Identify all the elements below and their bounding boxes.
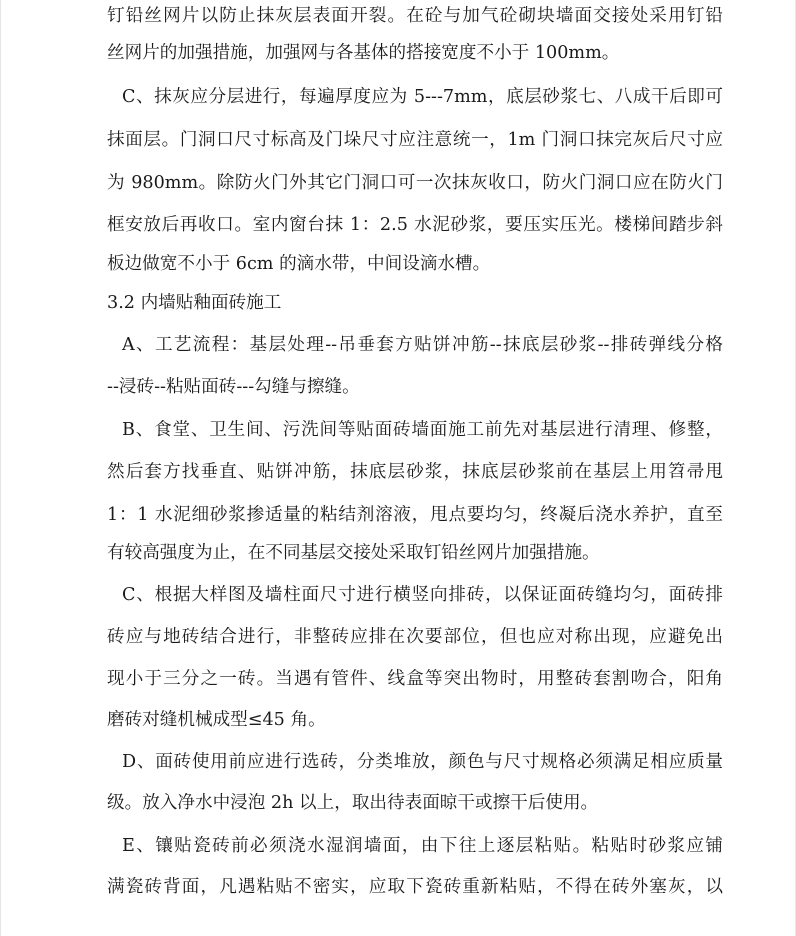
text-line: 有较高强度为止，在不同基层交接处采取钉铅丝网片加强措施。 (107, 543, 600, 563)
text-line: 然后套方找垂直、贴饼冲筋，抹底层砂浆，抹底层砂浆前在基层上用笤帚甩 (107, 462, 723, 482)
text-line: 为 980mm。除防火门外其它门洞口可一次抹灰收口，防火门洞口应在防火门 (107, 173, 723, 193)
text-line: C、根据大样图及墙柱面尺寸进行横竖向排砖，以保证面砖缝均匀，面砖排 (122, 585, 723, 605)
text-line: 钉铅丝网片以防止抹灰层表面开裂。在砼与加气砼砌块墙面交接处采用钉铅 (107, 6, 723, 26)
text-line: 板边做宽不小于 6cm 的滴水带，中间设滴水槽。 (107, 254, 491, 274)
text-line: 砖应与地砖结合进行，非整砖应排在次要部位，但也应对称出现，应避免出 (107, 627, 723, 647)
section-heading: 3.2 内墙贴釉面砖施工 (107, 293, 282, 313)
text-line: D、面砖使用前应进行选砖，分类堆放，颜色与尺寸规格必须满足相应质量 (122, 752, 723, 772)
text-line: 级。放入净水中浸泡 2h 以上，取出待表面晾干或擦干后使用。 (107, 793, 599, 813)
page-left-edge (0, 0, 1, 936)
text-line: 抹面层。门洞口尺寸标高及门垛尺寸应注意统一，1m 门洞口抹完灰后尺寸应 (107, 130, 723, 150)
text-line: 现小于三分之一砖。当遇有管件、线盒等突出物时，用整砖套割吻合，阳角 (107, 669, 723, 689)
text-line: C、抹灰应分层进行，每遍厚度应为 5---7mm，底层砂浆七、八成干后即可 (122, 87, 723, 107)
text-line: 1：1 水泥细砂浆掺适量的粘结剂溶液，甩点要均匀，终凝后浇水养护，直至 (107, 505, 723, 525)
text-line: --浸砖--粘贴面砖---勾缝与擦缝。 (107, 377, 360, 397)
text-line: 框安放后再收口。室内窗台抹 1：2.5 水泥砂浆，要压实压光。楼梯间踏步斜 (107, 215, 723, 235)
text-line: 满瓷砖背面，凡遇粘贴不密实，应取下瓷砖重新粘贴，不得在砖外塞灰，以 (107, 877, 723, 897)
text-line: 丝网片的加强措施，加强网与各基体的搭接宽度不小于 100mm。 (107, 43, 620, 63)
text-line: 磨砖对缝机械成型≤45 角。 (107, 710, 326, 730)
text-line: E、镶贴瓷砖前必须浇水湿润墙面，由下往上逐层粘贴。粘贴时砂浆应铺 (122, 836, 723, 856)
text-line: A、工艺流程：基层处理--吊垂套方贴饼冲筋--抹底层砂浆--排砖弹线分格 (122, 335, 723, 355)
text-line: B、食堂、卫生间、污洗间等贴面砖墙面施工前先对基层进行清理、修整， (122, 420, 723, 440)
